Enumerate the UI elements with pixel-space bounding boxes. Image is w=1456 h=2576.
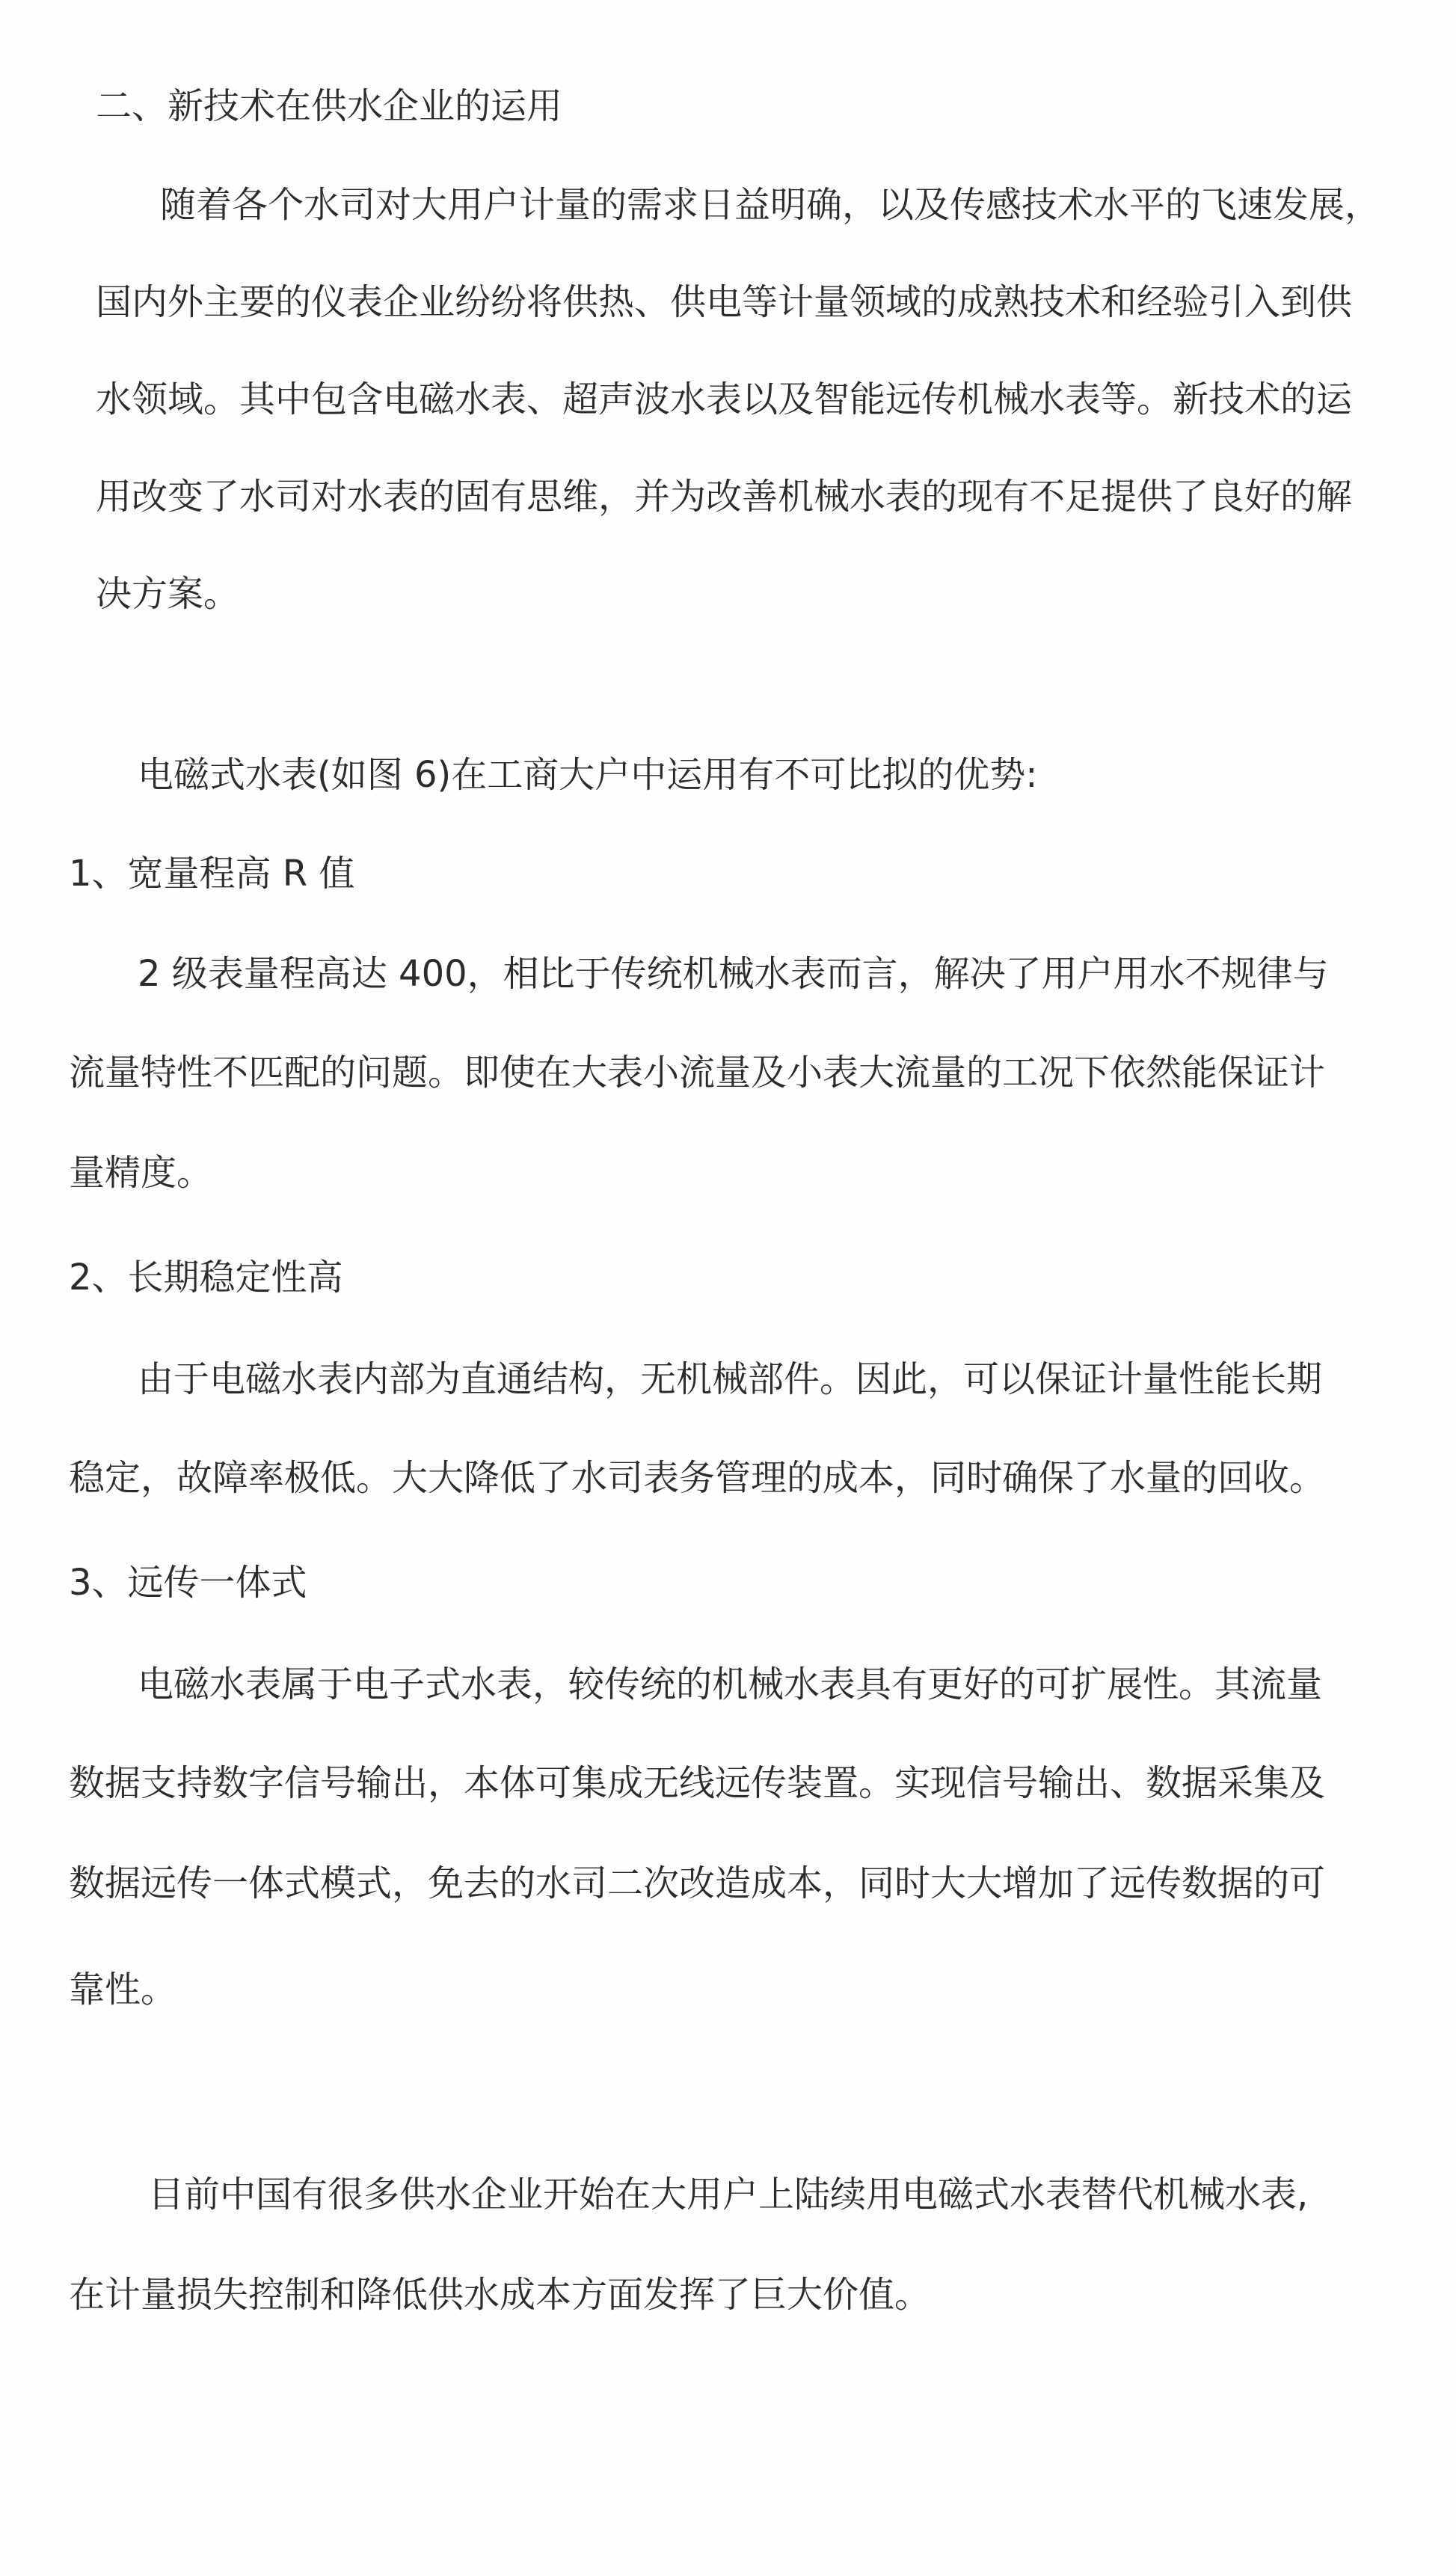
paragraph-1-line-2: 国内外主要的仪表企业纷纷将供热、供电等计量领域的成熟技术和经验引入到供 [96,281,1353,323]
paragraph-1-line-1: 随着各个水司对大用户计量的需求日益明确，以及传感技术水平的飞速发展， [160,184,1381,226]
paragraph-4-line-2: 数据支持数字信号输出，本体可集成无线远传装置。实现信号输出、数据采集及 [69,1762,1326,1804]
paragraph-1-line-3: 水领域。其中包含电磁水表、超声波水表以及智能远传机械水表等。新技术的运 [96,378,1353,420]
section-title: 二、新技术在供水企业的运用 [96,85,563,127]
intro-paragraph: 电磁式水表(如图 6)在工商大户中运用有不可比拟的优势: [138,754,1038,796]
paragraph-5-line-1: 目前中国有很多供水企业开始在大用户上陆续用电磁式水表替代机械水表, [148,2174,1309,2215]
heading-3: 3、远传一体式 [69,1562,307,1604]
paragraph-1-line-4: 用改变了水司对水表的固有思维，并为改善机械水表的现有不足提供了良好的解 [96,476,1353,518]
paragraph-1-line-5: 决方案。 [96,573,240,615]
paragraph-4-line-4: 靠性。 [69,1969,177,2011]
paragraph-2-line-3: 量精度。 [69,1152,213,1194]
paragraph-2-line-2: 流量特性不匹配的问题。即使在大表小流量及小表大流量的工况下依然能保证计 [69,1052,1326,1094]
paragraph-4-line-3: 数据远传一体式模式，免去的水司二次改造成本，同时大大增加了远传数据的可 [69,1862,1326,1904]
paragraph-4-line-1: 电磁水表属于电子式水表，较传统的机械水表具有更好的可扩展性。其流量 [138,1663,1323,1705]
paragraph-3-line-2: 稳定，故障率极低。大大降低了水司表务管理的成本，同时确保了水量的回收。 [69,1457,1326,1499]
heading-1: 1、宽量程高 R 值 [69,853,355,895]
paragraph-2-line-1: 2 级表量程高达 400，相比于传统机械水表而言，解决了用户用水不规律与 [138,953,1329,995]
paragraph-3-line-1: 由于电磁水表内部为直通结构，无机械部件。因此，可以保证计量性能长期 [138,1358,1323,1400]
heading-2: 2、长期稳定性高 [69,1257,343,1298]
paragraph-5-line-2: 在计量损失控制和降低供水成本方面发挥了巨大价值。 [69,2274,931,2316]
